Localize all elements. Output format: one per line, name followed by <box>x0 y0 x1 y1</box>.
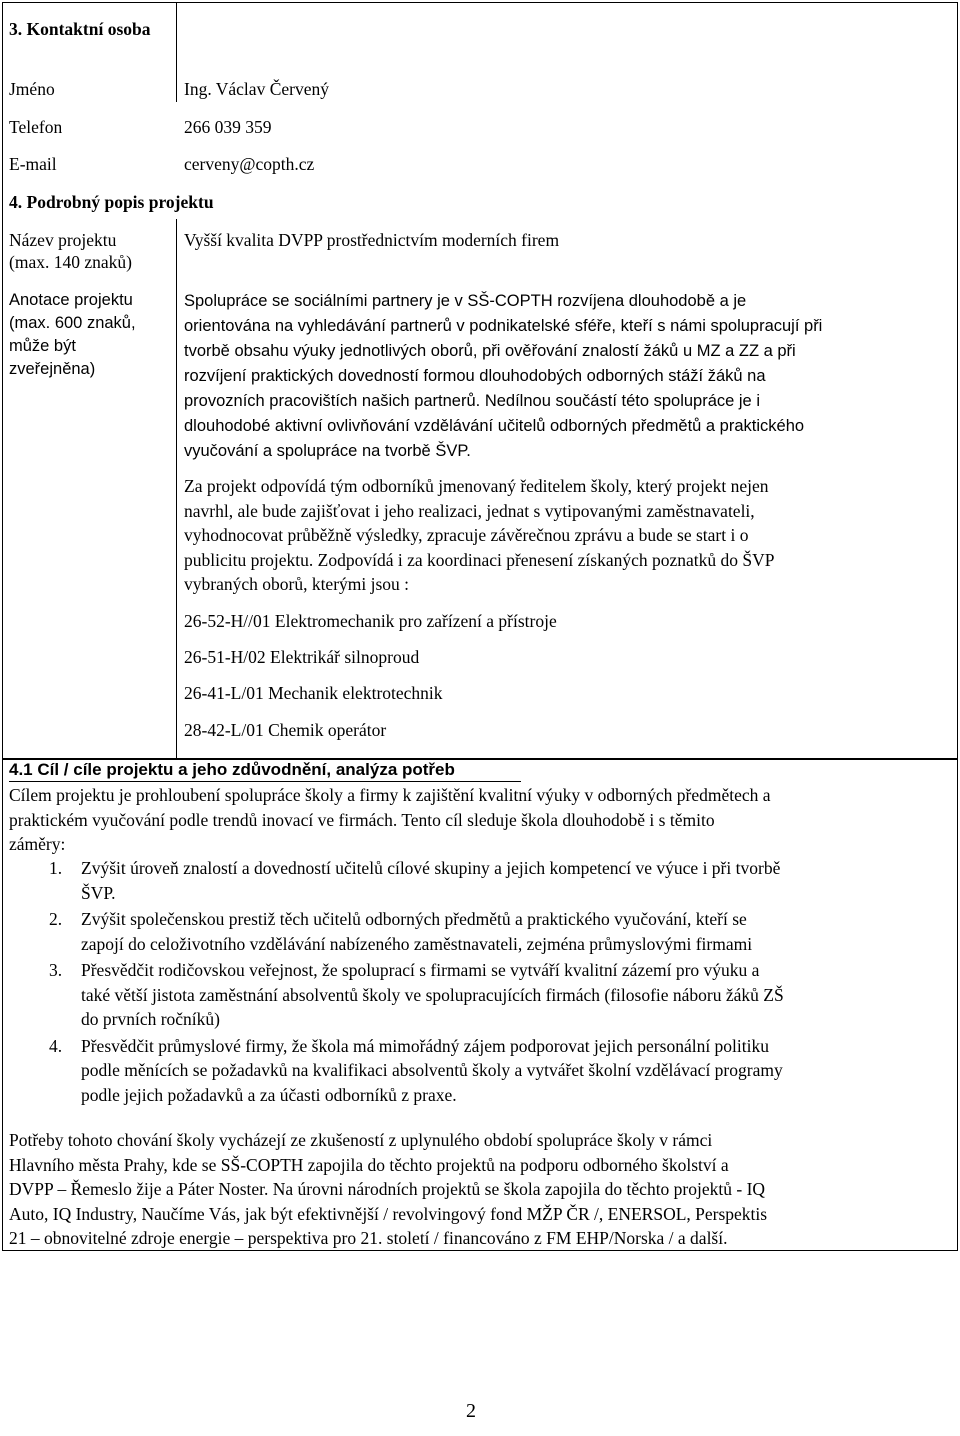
annotation-label: Anotace projektu (max. 600 znaků, může být zveřejněna) <box>9 291 136 378</box>
page-number: 2 <box>466 1400 476 1422</box>
project-col-divider <box>176 219 177 759</box>
goal-item-2: 2. Zvýšit společenskou prestiž těch učitelů odborných předmětů a praktického vyučování, kteří se zapojí do celoživotního vzdělávání nabízeného zaměstnavateli, zejména průmyslovými firmami <box>49 909 753 954</box>
needs-text: Potřeby tohoto chování školy vycházejí ze zkušeností z uplynulého období spolupráce školy v rámci Hlavního města Prahy, kde se SŠ-COPTH zapojila do těchto projektů na podporu odborného školství a DVPP – Řemeslo žije a Páter Noster. Na úrovni národních projektů se škola zapojila do těchto projektů - IQ Auto, IQ Industry, Naučíme Vás, jak být efektivnější / revolvingový fond MŽP ČR /, ENERSOL, Perspektis 21 – obnovitelné zdroje energie – perspektiva pro 21. století / financováno z FM EHP/Norska / a další. <box>9 1130 768 1248</box>
project-name-label-line2: (max. 140 znaků) <box>9 252 132 272</box>
field-item-1: 26-52-H//01 Elektromechanik pro zařízení a přístroje <box>184 611 557 631</box>
contact-phone-label: Telefon <box>9 117 63 137</box>
contact-email-value: cerveny@copth.cz <box>184 154 315 174</box>
field-item-3: 26-41-L/01 Mechanik elektrotechnik <box>184 683 443 703</box>
field-item-4: 28-42-L/01 Chemik operátor <box>184 720 387 740</box>
section3-title: 3. Kontaktní osoba <box>9 19 151 39</box>
annotation-text: Spolupráce se sociálními partnery je v SŠ-COPTH rozvíjena dlouhodobě a je orientována na vyhledávání partnerů v podnikatelské sféře, kteří s námi spolupracují při tvorbě obsahu výuky jednotlivých oborů, při ověřování znalostí žáků u MZ a ZZ a při rozvíjení praktických dovedností formou dlouhodobých odborných stáží žáků na provozních pracovištích našich partnerů. Nedílnou součástí této spolupráce je i dlouhodobé aktivní ovlivňování vzdělávání učitelů odborných předmětů a praktického vyučování a spolupráce na tvorbě ŠVP. <box>184 292 823 460</box>
contact-col-divider <box>176 2 177 102</box>
section4-title: 4. Podrobný popis projektu <box>9 192 214 212</box>
section41-title: 4.1 Cíl / cíle projektu a jeho zdůvodnění, analýza potřeb <box>9 760 455 779</box>
field-item-2: 26-51-H/02 Elektrikář silnoproud <box>184 647 420 667</box>
goals-intro: Cílem projektu je prohloubení spolupráce školy a firmy k zajištění kvalitní výuky v odborných předmětech a praktickém vyučování podle trendů inovací ve firmách. Tento cíl sleduje škola dlouhodobě i s těmito záměry: <box>9 785 771 854</box>
responsibility-text: Za projekt odpovídá tým odborníků jmenovaný ředitelem školy, který projekt nejen navrhl, ale bude zajišťovat i jeho realizaci, jednat s vytipovanými zaměstnavateli, vyhodnocovat průběžně výsledky, zpracuje závěrečnou zprávu a bude se start i o publicitu projektu. Zodpovídá i za koordinaci přenesení získaných poznatků do ŠVP vybraných oborů, kterými jsou : <box>184 476 775 594</box>
contact-email-label: E-mail <box>9 154 57 174</box>
contact-name-value: Ing. Václav Červený <box>184 79 329 99</box>
contact-name-label: Jméno <box>9 79 55 99</box>
goals-list <box>9 856 949 1109</box>
goal-item-1: 1. Zvýšit úroveň znalostí a dovedností učitelů cílové skupiny a jejich kompetencí ve výuce i při tvorbě ŠVP. <box>49 858 781 903</box>
project-name-value: Vyšší kvalita DVPP prostřednictvím moderních firem <box>184 230 560 250</box>
goal-item-3: 3. Přesvědčit rodičovskou veřejnost, že spoluprací s firmami se vytváří kvalitní zázemí pro výuku a také větší jistota zaměstnání absolventů školy ve spolupracujících firmách (filosofie náboru žáků ZŠ do prvních ročníků) <box>49 960 784 1029</box>
section41-title-underline <box>9 781 521 782</box>
goal-item-4: 4. Přesvědčit průmyslové firmy, že škola má mimořádný zájem podporovat jejich personální politiku podle měnících se požadavků na kvalifikaci absolventů školy a vytvářet školní vzdělávací programy podle jejich požadavků a za účasti odborníků z praxe. <box>49 1035 783 1105</box>
project-name-label-line1: Název projektu <box>9 230 117 250</box>
contact-phone-value: 266 039 359 <box>184 117 272 137</box>
